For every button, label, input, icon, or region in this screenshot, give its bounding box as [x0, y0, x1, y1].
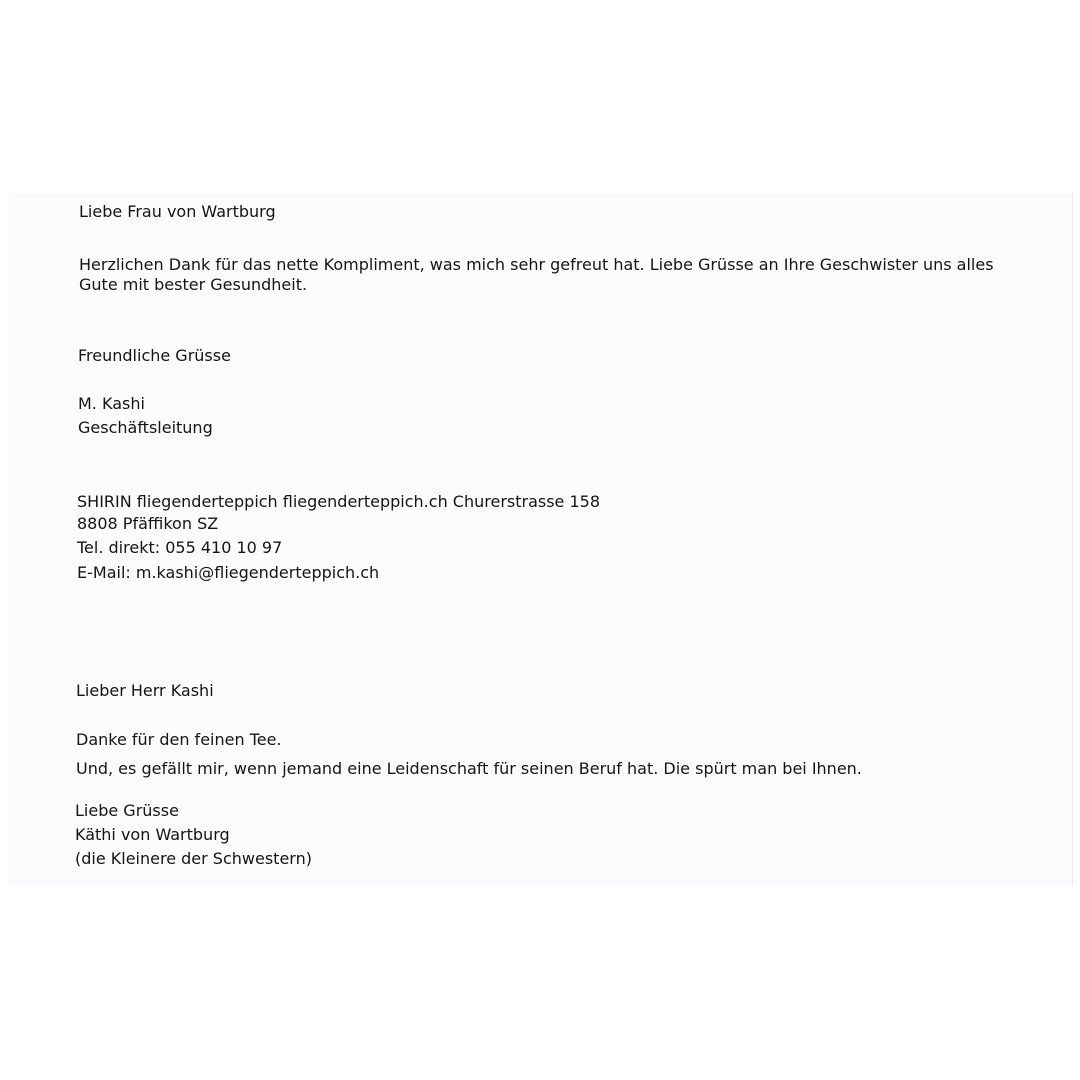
reply-signer-name: M. Kashi: [78, 394, 145, 413]
original-signer-name: Käthi von Wartburg: [75, 825, 230, 844]
reply-body-line-2: Gute mit bester Gesundheit.: [79, 275, 308, 294]
reply-body-line-1: Herzlichen Dank für das nette Kompliment, was mich sehr gefreut hat. Liebe Grüsse an Ihre Geschwister uns alles: [79, 255, 994, 274]
original-body-line-1: Danke für den feinen Tee.: [76, 730, 282, 749]
contact-email-line: E-Mail: m.kashi@fliegenderteppich.ch: [77, 563, 380, 582]
original-closing: Liebe Grüsse: [75, 801, 179, 820]
original-signer-note: (die Kleinere der Schwestern): [75, 849, 312, 868]
reply-salutation: Liebe Frau von Wartburg: [79, 202, 276, 221]
reply-closing: Freundliche Grüsse: [78, 346, 231, 365]
original-salutation: Lieber Herr Kashi: [76, 681, 214, 700]
reply-signer-role: Geschäftsleitung: [78, 418, 213, 437]
contact-phone-line: Tel. direkt: 055 410 10 97: [77, 538, 283, 557]
contact-city-line: 8808 Pfäffikon SZ: [77, 514, 219, 533]
contact-company-line: SHIRIN fliegenderteppich fliegenderteppich.ch Churerstrasse 158: [77, 492, 601, 511]
original-body-line-2: Und, es gefällt mir, wenn jemand eine Leidenschaft für seinen Beruf hat. Die spürt man bei Ihnen.: [76, 759, 862, 778]
